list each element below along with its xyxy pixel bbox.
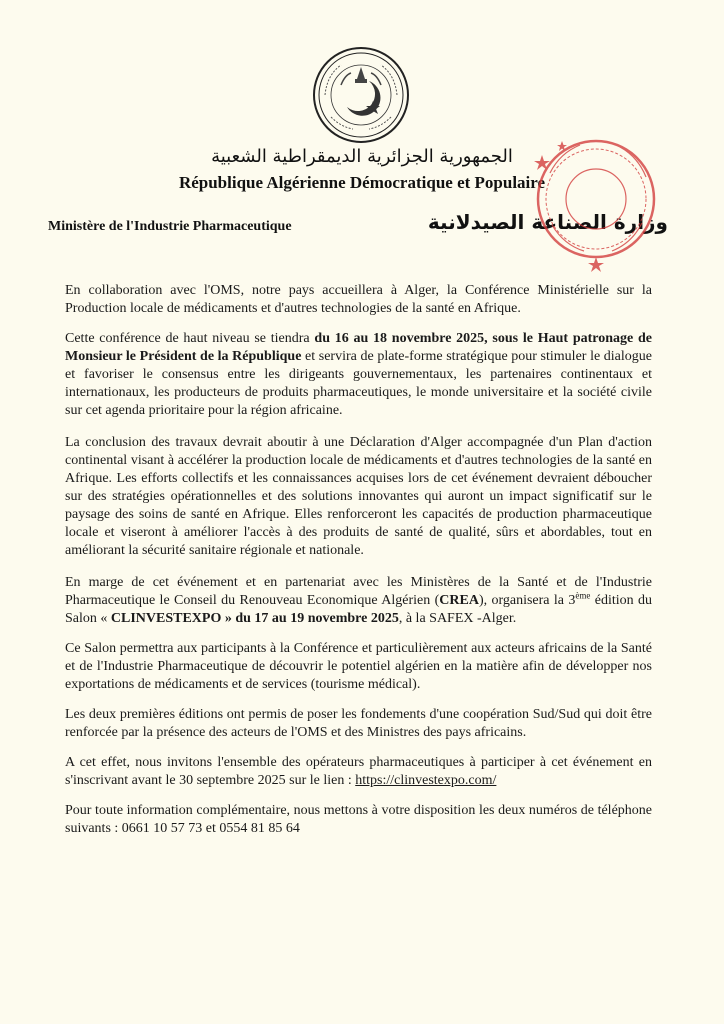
registration-link[interactable]: https://clinvestexpo.com/ [355,773,497,788]
crea-bold: CREA [439,593,479,608]
algerian-emblem-icon [311,45,411,145]
paragraph-4-text-a: En marge de cet événement et en partenariat avec les Ministères de la Santé et de l'Industrie Pharmaceutique le Conseil du Renouveau Economique Algérien ( [65,575,652,608]
paragraph-8-text: Pour toute information complémentaire, nous mettons à votre disposition les deux numéros de téléphone suivants : 0661 10 57 73 et 0554 81 85 64 [65,803,652,836]
paragraph-salon-purpose [65,640,652,694]
ministry-name-french: Ministère de l'Industrie Pharmaceutique [48,219,292,234]
edition-superscript: ème [575,590,591,601]
paragraph-4-text-c: ), organisera la 3 [478,593,576,608]
paragraph-conclusion [65,434,652,560]
republic-title-arabic: الجمهورية الجزائرية الديمقراطية الشعبية [211,146,513,167]
paragraph-2-text-c: et servira de plate-forme stratégique pour stimuler le dialogue et favoriser le consensus entre les dirigeants gouvernementaux, les partenaires continentaux et internationaux, les producteurs de produits pharmaceutiques, le monde universitaire et la société civile sur cet agenda prioritaire pour la région africaine. [65,349,652,418]
paragraph-collaboration [65,282,652,318]
conference-dates-bold: du 16 au 18 novembre 2025, sous le Haut patronage de Monsieur le Président de la République [65,331,652,364]
clinvestexpo-bold: CLINVESTEXPO [110,611,222,626]
quote-bold: » [221,611,236,626]
paragraph-4-text-d: édition du Salon « [65,593,652,626]
paragraph-5-text: Ce Salon permettra aux participants à la Conférence et particulièrement aux acteurs africains de la Santé et de l'Industrie Pharmaceutique de découvrir le potentiel algérien en la matière afin de développer nos exportations de médicaments et de services (tourisme médical). [65,641,652,692]
paragraph-1-text: En collaboration avec l'OMS, notre pays accueillera à Alger, la Conférence Ministérielle sur la Production locale de médicaments et d'autres technologies de la santé en Afrique. [65,283,652,316]
ministry-name-arabic: وزارة الصناعة الصيدلانية [427,210,668,234]
paragraph-4-text-h: , à la SAFEX -Alger. [398,611,517,626]
letter-body [65,282,652,850]
paragraph-contact [65,802,652,838]
republic-title-french: République Algérienne Démocratique et Populaire [178,173,546,192]
paragraph-2-text-a: Cette conférence de haut niveau se tiendra [65,331,315,346]
paragraph-salon [65,574,652,628]
paragraph-editions [65,706,652,742]
paragraph-conference [65,330,652,420]
paragraph-7-text: A cet effet, nous invitons l'ensemble des opérateurs pharmaceutiques à participer à cet événement en s'inscrivant avant le 30 septembre 2025 sur le lien : [65,755,652,788]
paragraph-6-text: Les deux premières éditions ont permis de poser les fondements d'une coopération Sud/Sud qui doit être renforcée par la présence des acteurs de l'OMS et des Ministres des pays africains. [65,707,652,740]
salon-dates-bold: du 17 au 19 novembre 2025 [235,611,399,626]
paragraph-3-text: La conclusion des travaux devrait aboutir à une Déclaration d'Alger accompagnée d'un Plan d'action continental visant à accélérer la production locale de médicaments et d'autres technologies de la santé en Afrique. Les efforts collectifs et les connaissances acquises lors de cet événement devraient déboucher sur des stratégies opérationnelles et des solutions innovantes qui auront un impact significatif sur le paysage des soins de santé en Afrique. Elles renforceront les capacités de production pharmaceutique locale et viseront à améliorer l'accès à des produits de santé de qualité, sûrs et abordables, tout en améliorant la sécurité sanitaire régionale et nationale. [65,435,652,558]
ministry-stamp-icon [520,133,666,273]
paragraph-invitation [65,754,652,790]
